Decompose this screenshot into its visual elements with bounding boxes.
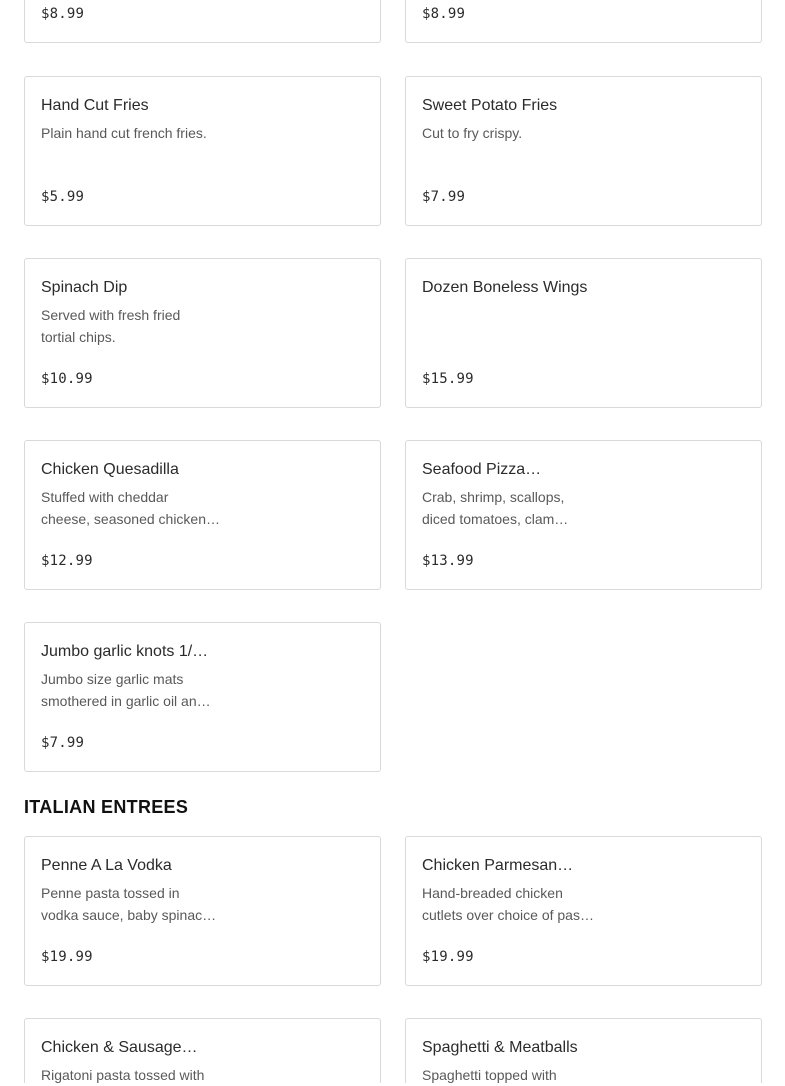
item-name: Jumbo garlic knots 1/… (41, 643, 209, 660)
item-description: Crab, shrimp, scallops, diced tomatoes, clam… (422, 489, 569, 527)
item-description: Stuffed with cheddar cheese, seasoned chicken… (41, 489, 220, 527)
item-name: Dozen Boneless Wings (422, 279, 588, 296)
item-name: Seafood Pizza… (422, 461, 542, 478)
item-price: $5.99 (41, 189, 85, 205)
item-name: Hand Cut Fries (41, 97, 149, 114)
item-description: Plain hand cut french fries. (41, 125, 207, 141)
section-heading: ITALIAN ENTREES (24, 797, 189, 817)
menu-item-card[interactable] (405, 76, 762, 226)
menu-item-card[interactable] (405, 1018, 762, 1083)
menu-item-card[interactable] (405, 258, 762, 408)
menu-item-card[interactable] (24, 258, 381, 408)
item-price: $12.99 (41, 553, 93, 569)
item-description: Cut to fry crispy. (422, 125, 523, 141)
item-price: $7.99 (41, 735, 85, 751)
item-name: Penne A La Vodka (41, 857, 172, 874)
item-name: Chicken & Sausage… (41, 1039, 198, 1056)
item-description: Rigatoni pasta tossed with (41, 1067, 205, 1083)
item-price: $8.99 (422, 6, 466, 22)
item-name: Spinach Dip (41, 279, 128, 296)
item-price: $7.99 (422, 189, 466, 205)
item-name: Chicken Parmesan… (422, 857, 574, 874)
item-price: $10.99 (41, 371, 93, 387)
item-description: Hand-breaded chicken cutlets over choice of pas… (422, 885, 594, 923)
menu-item-card[interactable] (405, 0, 762, 43)
menu-item-card[interactable] (24, 0, 381, 43)
menu-item-card[interactable] (24, 836, 381, 986)
item-description: Served with fresh fried tortial chips. (41, 307, 181, 345)
menu-item-card[interactable] (405, 440, 762, 590)
item-description: Jumbo size garlic mats smothered in garlic oil an… (41, 671, 211, 709)
item-price: $15.99 (422, 371, 474, 387)
menu-item-card[interactable] (24, 76, 381, 226)
item-name: Chicken Quesadilla (41, 461, 179, 478)
menu-item-card[interactable] (405, 836, 762, 986)
item-price: $13.99 (422, 553, 474, 569)
item-description: Spaghetti topped with (422, 1067, 557, 1083)
menu-item-card[interactable] (24, 440, 381, 590)
item-name: Sweet Potato Fries (422, 97, 558, 114)
item-price: $19.99 (422, 949, 474, 965)
menu-item-card[interactable] (24, 622, 381, 772)
item-name: Spaghetti & Meatballs (422, 1039, 578, 1056)
item-price: $19.99 (41, 949, 93, 965)
item-price: $8.99 (41, 6, 85, 22)
item-description: Penne pasta tossed in vodka sauce, baby spinac… (41, 885, 217, 923)
menu-item-card[interactable] (24, 1018, 381, 1083)
